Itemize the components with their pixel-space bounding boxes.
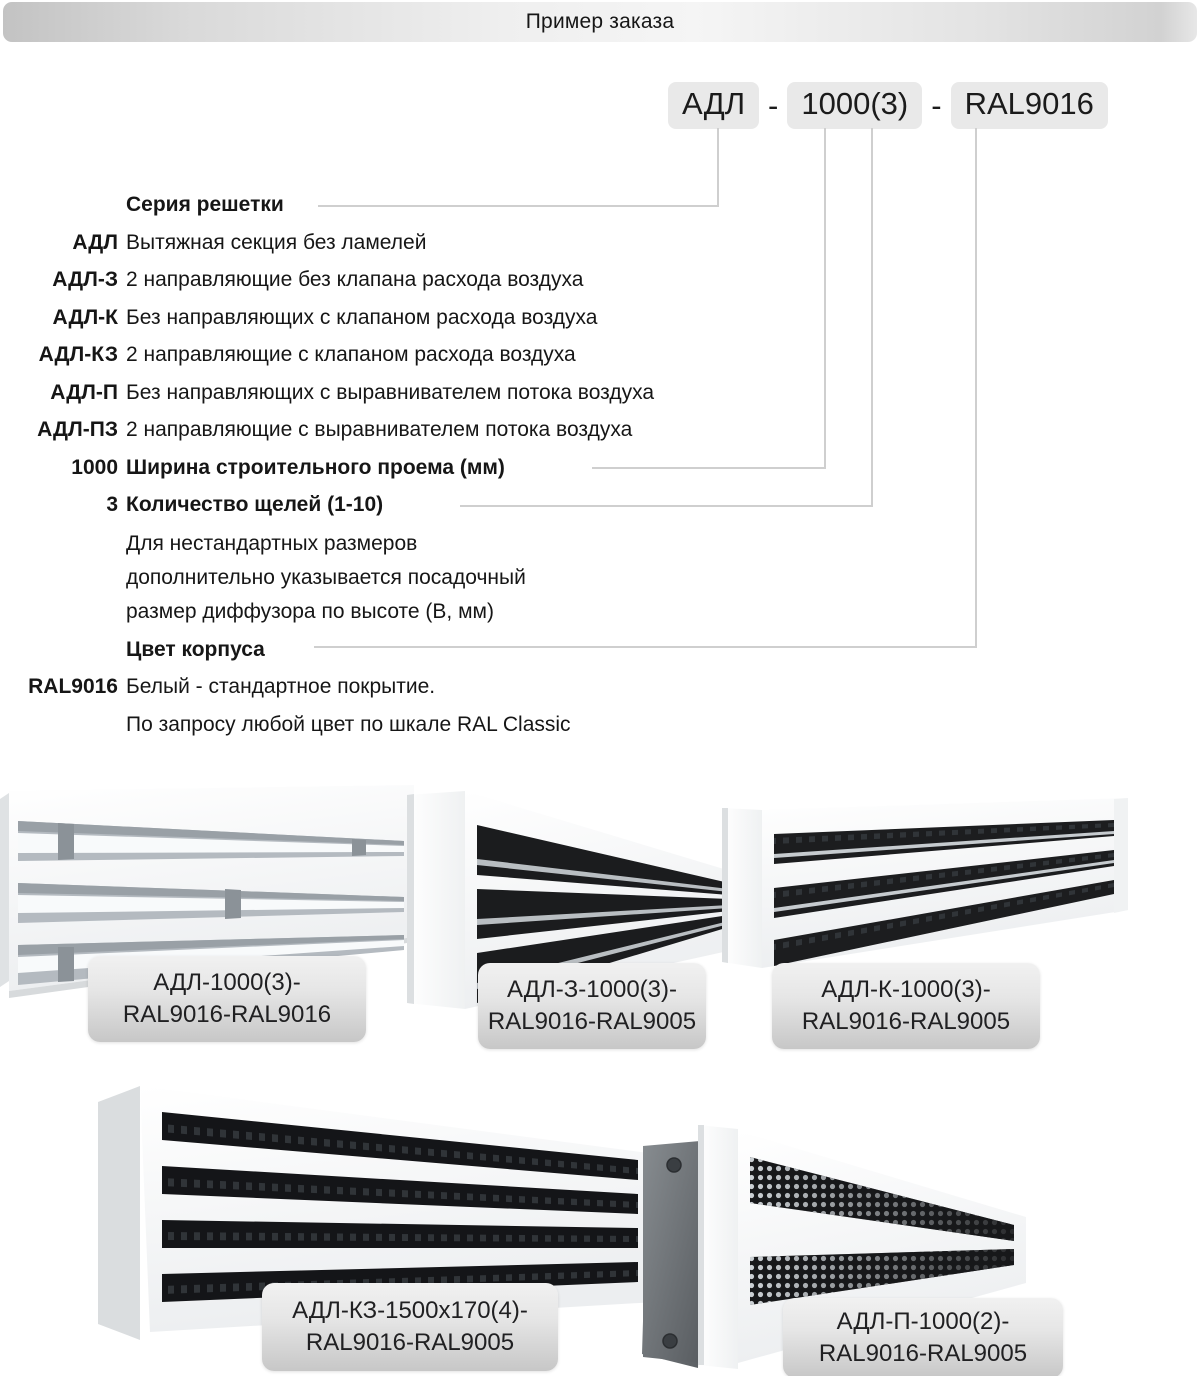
product-label-adl — [88, 956, 366, 1042]
order-code-separator: - — [931, 87, 942, 123]
order-code-color: RAL9016 — [951, 82, 1108, 129]
legend-term: 1000 — [71, 455, 118, 479]
legend-desc: 2 направляющие с выравнивателем потока воздуха — [126, 418, 633, 441]
legend-row-adl-pz — [0, 411, 740, 449]
legend-desc: Ширина строительного проема (мм) — [126, 455, 505, 479]
order-code-separator: - — [768, 87, 779, 123]
legend-note-line: Для нестандартных размеров — [126, 531, 418, 555]
legend-term: АДЛ — [72, 230, 118, 254]
legend-term: АДЛ-ПЗ — [37, 418, 118, 441]
legend-row-adl-k — [0, 299, 740, 337]
header-bar — [3, 2, 1197, 42]
legend-note-line: дополнительно указывается посадочный — [126, 565, 526, 589]
order-code-series: АДЛ — [668, 82, 759, 129]
product-label-line2: RAL9016-RAL9005 — [818, 1340, 1028, 1367]
product-label-line1: АДЛ-З-1000(3)- — [506, 976, 677, 1004]
product-photo-adl-k — [718, 792, 1138, 977]
order-code — [668, 82, 1108, 129]
product-label-line1: АДЛ-К-1000(3)- — [821, 976, 991, 1004]
product-label-line1: АДЛ-1000(3)- — [153, 969, 301, 997]
legend-term: АДЛ-КЗ — [38, 343, 118, 366]
legend-desc: 2 направляющие с клапаном расхода воздуха — [126, 343, 576, 366]
legend-desc: Без направляющих с выравнивателем потока воздуха — [126, 380, 655, 404]
legend-term: АДЛ-П — [50, 380, 118, 404]
product-label-adl-k — [772, 963, 1040, 1049]
legend-row-width — [0, 449, 740, 487]
product-label-line2: RAL9016-RAL9005 — [305, 1329, 515, 1356]
order-code-size: 1000(3) — [787, 82, 922, 129]
legend-color-desc-2: По запросу любой цвет по шкале RAL Classic — [126, 712, 571, 736]
product-label-line2: RAL9016-RAL9005 — [487, 1008, 697, 1035]
page-title: Пример заказа — [525, 10, 675, 33]
legend-term: АДЛ-З — [52, 268, 118, 291]
legend-desc: Количество щелей (1-10) — [126, 493, 384, 516]
legend-note-line: размер диффузора по высоте (В, мм) — [126, 599, 494, 623]
product-label-line2: RAL9016-RAL9016 — [122, 1001, 332, 1028]
legend-series-header: Серия решетки — [126, 193, 284, 216]
legend-color-header-row — [0, 631, 740, 669]
legend-desc — [126, 668, 571, 743]
legend-row-adl-p — [0, 374, 740, 412]
product-label-line2: RAL9016-RAL9005 — [801, 1008, 1011, 1035]
legend-term: RAL9016 — [28, 675, 118, 698]
product-label-line1: АДЛ-КЗ-1500х170(4)- — [292, 1297, 528, 1325]
legend-row-ral — [0, 668, 740, 743]
legend-term: АДЛ-К — [52, 305, 118, 329]
legend-color-header: Цвет корпуса — [126, 637, 265, 661]
product-label-line1: АДЛ-П-1000(2)- — [836, 1308, 1010, 1336]
legend-color-desc-1: Белый - стандартное покрытие. — [126, 675, 436, 698]
legend-row-adl-z — [0, 261, 740, 299]
legend-row-adl-kz — [0, 336, 740, 374]
product-label-adl-z — [478, 963, 706, 1049]
legend-row-adl — [0, 224, 740, 262]
product-label-adl-p — [783, 1298, 1063, 1376]
legend-desc: 2 направляющие без клапана расхода воздуха — [126, 268, 584, 291]
legend — [0, 186, 740, 743]
legend-series-header-row — [0, 186, 740, 224]
product-label-adl-kz — [262, 1283, 558, 1371]
legend-row-slots — [0, 486, 740, 524]
legend-desc: Без направляющих с клапаном расхода воздуха — [126, 305, 598, 329]
legend-term: 3 — [106, 493, 118, 516]
legend-note — [126, 527, 740, 629]
legend-desc: Вытяжная секция без ламелей — [126, 230, 427, 254]
